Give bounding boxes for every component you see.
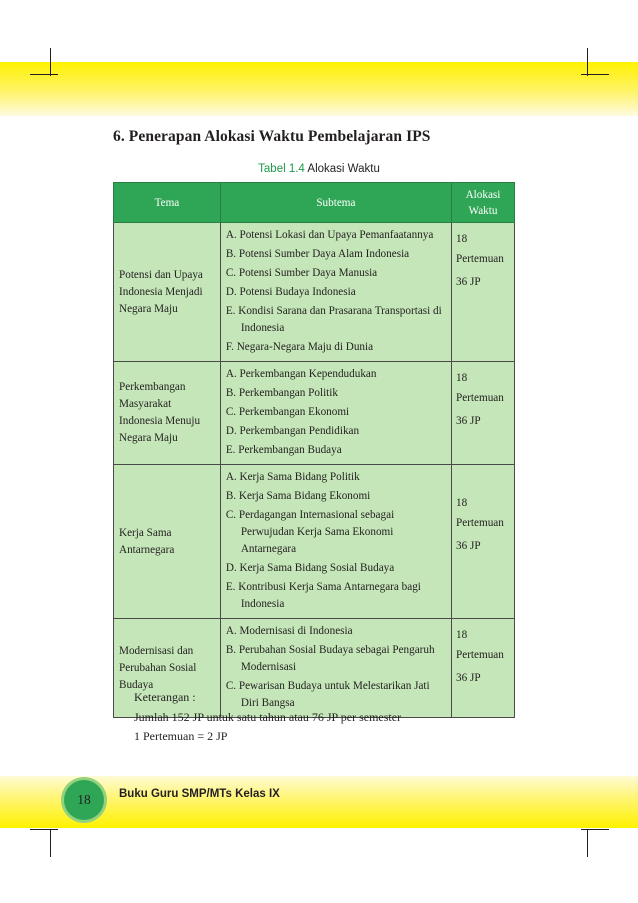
table-row <box>114 223 515 362</box>
subtema-item: E. Perkembangan Budaya <box>225 444 342 456</box>
subtema-item: A. Potensi Lokasi dan Upaya Pemanfaatannya <box>225 229 434 241</box>
header-alokasi: Alokasi Waktu <box>452 183 515 223</box>
crop-mark <box>587 48 588 76</box>
table-row <box>114 465 515 619</box>
table-caption-label: Tabel 1.4 <box>258 163 305 175</box>
tema-cell: Perkembangan Masyarakat Indonesia Menuju Negara Maju <box>114 362 221 465</box>
alokasi-satuan: Pertemuan <box>456 517 504 529</box>
alokasi-jp: 36 JP <box>456 415 481 427</box>
keterangan-title: Keterangan : <box>134 690 196 704</box>
subtema-item: D. Kerja Sama Bidang Sosial Budaya <box>225 562 395 574</box>
subtema-item: B. Potensi Sumber Daya Alam Indonesia <box>225 248 410 260</box>
table-row <box>114 362 515 465</box>
crop-mark <box>50 829 51 857</box>
alokasi-jumlah: 18 <box>456 497 468 509</box>
subtema-item: F. Negara-Negara Maju di Dunia <box>225 341 374 353</box>
alokasi-jumlah: 18 <box>456 629 468 641</box>
book-title-footer: Buku Guru SMP/MTs Kelas IX <box>119 788 280 800</box>
table-header-row <box>114 183 515 223</box>
alokasi-cell <box>452 362 515 465</box>
subtema-item: B. Perkembangan Politik <box>225 387 338 399</box>
section-heading: 6. Penerapan Alokasi Waktu Pembelajaran IPS <box>113 128 431 145</box>
subtema-item: E. Kondisi Sarana dan Prasarana Transportasi di Indonesia <box>225 305 442 334</box>
alokasi-cell <box>452 223 515 362</box>
alokasi-satuan: Pertemuan <box>456 253 504 265</box>
alokasi-cell <box>452 465 515 619</box>
subtema-cell <box>220 465 451 619</box>
page-number-badge: 18 <box>64 780 104 820</box>
allocation-table <box>113 182 515 718</box>
subtema-item: D. Potensi Budaya Indonesia <box>225 286 356 298</box>
crop-mark <box>581 74 609 75</box>
subtema-item: D. Perkembangan Pendidikan <box>225 425 360 437</box>
keterangan-line: 1 Pertemuan = 2 JP <box>134 729 228 743</box>
alokasi-jp: 36 JP <box>456 672 481 684</box>
keterangan-note <box>134 688 401 747</box>
table-caption-title: Alokasi Waktu <box>307 163 380 175</box>
crop-mark <box>581 829 609 830</box>
tema-cell: Modernisasi dan Perubahan Sosial Budaya <box>114 619 221 718</box>
header-subtema: Subtema <box>220 183 451 223</box>
subtema-cell <box>220 362 451 465</box>
crop-mark <box>50 48 51 76</box>
subtema-item: B. Kerja Sama Bidang Ekonomi <box>225 490 371 502</box>
header-tema: Tema <box>114 183 221 223</box>
subtema-item: B. Perubahan Sosial Budaya sebagai Pengaruh Modernisasi <box>225 644 435 673</box>
alokasi-cell <box>452 619 515 718</box>
subtema-item: A. Perkembangan Kependudukan <box>225 368 377 380</box>
alokasi-jumlah: 18 <box>456 233 468 245</box>
tema-cell: Kerja Sama Antarnegara <box>114 465 221 619</box>
crop-mark <box>30 829 58 830</box>
subtema-item: C. Potensi Sumber Daya Manusia <box>225 267 378 279</box>
alokasi-satuan: Pertemuan <box>456 649 504 661</box>
alokasi-jumlah: 18 <box>456 372 468 384</box>
keterangan-line: Jumlah 152 JP untuk satu tahun atau 76 JP per semester <box>134 709 402 724</box>
subtema-item: E. Kontribusi Kerja Sama Antarnegara bagi Indonesia <box>225 581 421 610</box>
crop-mark <box>587 829 588 857</box>
subtema-cell <box>220 223 451 362</box>
crop-mark <box>30 74 58 75</box>
tema-cell: Potensi dan Upaya Indonesia Menjadi Negara Maju <box>114 223 221 362</box>
subtema-item: A. Kerja Sama Bidang Politik <box>225 471 360 483</box>
subtema-item: C. Perkembangan Ekonomi <box>225 406 350 418</box>
alokasi-satuan: Pertemuan <box>456 392 504 404</box>
alokasi-jp: 36 JP <box>456 540 481 552</box>
top-yellow-band <box>0 62 638 116</box>
subtema-item: C. Pewarisan Budaya untuk Melestarikan Jati Diri Bangsa <box>225 680 430 709</box>
table-caption <box>0 163 638 175</box>
alokasi-jp: 36 JP <box>456 276 481 288</box>
subtema-item: A. Modernisasi di Indonesia <box>225 625 353 637</box>
subtema-item: C. Perdagangan Internasional sebagai Perwujudan Kerja Sama Ekonomi Antarnegara <box>225 509 395 555</box>
